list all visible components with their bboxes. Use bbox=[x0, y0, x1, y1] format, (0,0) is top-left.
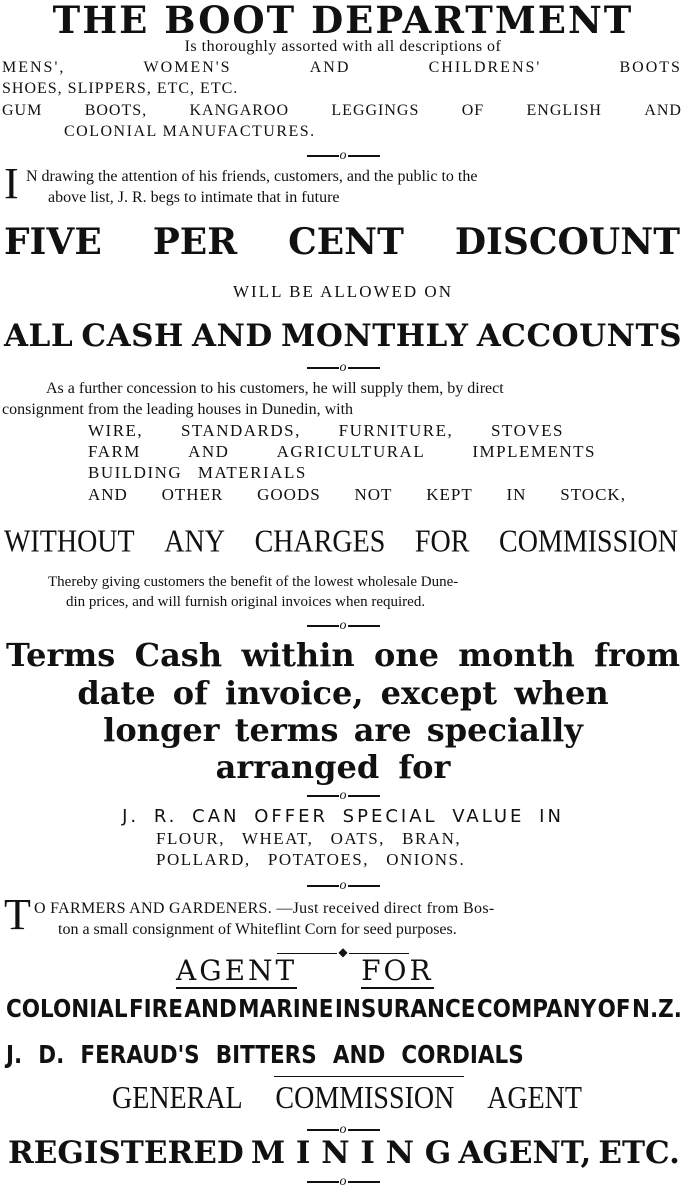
intro-line-3: SHOES, SLIPPERS, ETC, ETC. bbox=[2, 80, 239, 97]
supply-item: AGRICULTURAL bbox=[276, 442, 426, 461]
notice-drop-cap: I bbox=[4, 159, 19, 208]
separator-mark: o bbox=[339, 1174, 347, 1189]
supply-item: NOT bbox=[354, 485, 393, 504]
intro-word: OF bbox=[461, 102, 485, 119]
supply-item: KEPT bbox=[426, 485, 473, 504]
feraud-word: BITTERS bbox=[215, 1040, 317, 1069]
colonial-word: MARINE bbox=[238, 994, 334, 1023]
separator-rule bbox=[0, 619, 686, 633]
supply-item: FARM bbox=[88, 442, 141, 461]
separator-rule bbox=[0, 789, 686, 803]
offer-line-3: POLLARD, POTATOES, ONIONS. bbox=[156, 850, 466, 869]
mining-word: ETC. bbox=[598, 1135, 680, 1171]
registered-mining-agent bbox=[8, 1135, 680, 1171]
intro-word: CHILDRENS' bbox=[428, 59, 542, 76]
concession-line-1: As a further concession to his customers, he will supply them, by direct bbox=[46, 380, 504, 397]
supply-item: FURNITURE, bbox=[338, 421, 454, 440]
separator-mark: o bbox=[339, 618, 347, 633]
colonial-word: COLONIAL bbox=[6, 994, 128, 1023]
terms-word: one bbox=[373, 636, 439, 674]
supply-list-row-1 bbox=[88, 421, 564, 441]
intro-line-4 bbox=[2, 101, 682, 121]
intro-word: GUM bbox=[2, 102, 43, 119]
intro-word: WOMEN'S bbox=[143, 59, 232, 76]
feraud-line bbox=[6, 1040, 596, 1070]
farmers-line-1: O FARMERS AND GARDENERS. —Just received direct from Bos- bbox=[34, 900, 495, 917]
mining-word: M I N I N G bbox=[250, 1135, 452, 1171]
terms-word: month bbox=[458, 636, 575, 674]
intro-word: BOOTS bbox=[619, 59, 682, 76]
farmers-line-2: ton a small consignment of Whiteflint Corn for seed purposes. bbox=[58, 921, 457, 938]
intro-line-1: Is thoroughly assorted with all descriptions of bbox=[184, 38, 502, 55]
separator-rule bbox=[0, 149, 686, 163]
general-word: AGENT bbox=[487, 1081, 582, 1116]
colonial-word: OF bbox=[597, 994, 631, 1023]
intro-line-2 bbox=[2, 58, 682, 78]
supply-item: IN bbox=[506, 485, 527, 504]
feraud-word: CORDIALS bbox=[401, 1040, 524, 1069]
agent-for-word: FOR bbox=[361, 954, 434, 987]
agent-for-word: AGENT bbox=[176, 954, 298, 987]
supply-item: AND bbox=[88, 485, 128, 504]
accounts-word: MONTHLY bbox=[281, 318, 469, 354]
offer-line-2: FLOUR, WHEAT, OATS, BRAN, bbox=[156, 829, 462, 848]
accounts-word: ACCOUNTS bbox=[476, 318, 682, 354]
commission-word: WITHOUT bbox=[4, 524, 135, 560]
supply-item: AND bbox=[188, 442, 230, 461]
five-per-cent-discount bbox=[4, 222, 680, 262]
all-cash-monthly-accounts bbox=[4, 318, 682, 354]
colonial-word: AND bbox=[184, 994, 237, 1023]
intro-word: AND bbox=[309, 59, 351, 76]
intro-word: MENS', bbox=[2, 59, 66, 76]
separator-mark: o bbox=[339, 878, 347, 893]
notice-line-1: N drawing the attention of his friends, customers, and the public to the bbox=[26, 168, 478, 185]
accounts-word: AND bbox=[192, 318, 273, 354]
commission-word: ANY bbox=[164, 524, 225, 560]
intro-line-5: COLONIAL MANUFACTURES. bbox=[64, 123, 316, 140]
discount-word: DISCOUNT bbox=[454, 221, 680, 263]
thereby-line-2: din prices, and will furnish original invoices when required. bbox=[66, 594, 426, 610]
intro-word: ENGLISH bbox=[526, 102, 602, 119]
discount-word: FIVE bbox=[4, 221, 102, 263]
terms-line-2: date of invoice, except when bbox=[77, 674, 609, 712]
ornament-rule: ◆ bbox=[0, 945, 686, 959]
will-be-allowed-on: WILL BE ALLOWED ON bbox=[233, 282, 453, 301]
separator-rule bbox=[0, 879, 686, 893]
terms-word: Cash bbox=[134, 636, 223, 674]
intro-word: KANGAROO bbox=[189, 102, 290, 119]
supply-item: STOVES bbox=[491, 421, 564, 440]
colonial-insurance-line bbox=[6, 994, 682, 1024]
terms-line-4: arranged for bbox=[215, 748, 451, 786]
boot-department-heading: THE BOOT DEPARTMENT bbox=[52, 0, 634, 42]
terms-word: Terms bbox=[6, 636, 116, 674]
mining-word: AGENT, bbox=[458, 1135, 592, 1171]
feraud-word: D. bbox=[38, 1040, 65, 1069]
supply-item: IMPLEMENTS bbox=[472, 442, 596, 461]
divider-rule bbox=[274, 1076, 464, 1077]
without-any-charges bbox=[4, 524, 678, 561]
colonial-word: FIRE bbox=[128, 994, 183, 1023]
supply-item: BUILDING bbox=[88, 463, 183, 482]
supply-item: WIRE, bbox=[88, 421, 144, 440]
feraud-word: J. bbox=[6, 1040, 23, 1069]
intro-word: BOOTS, bbox=[84, 102, 148, 119]
separator-mark: o bbox=[339, 788, 347, 803]
terms-line-1 bbox=[6, 636, 680, 674]
thereby-line-1: Thereby giving customers the benefit of the lowest wholesale Dune- bbox=[48, 574, 459, 590]
separator-mark: o bbox=[339, 1122, 347, 1137]
offer-line-1: J. R. CAN OFFER SPECIAL VALUE IN bbox=[122, 806, 564, 827]
commission-word: FOR bbox=[414, 524, 470, 560]
agent-for-heading bbox=[176, 955, 516, 989]
farmers-drop-cap: T bbox=[4, 890, 31, 939]
colonial-word: INSURANCE bbox=[334, 994, 476, 1023]
accounts-word: ALL bbox=[4, 318, 74, 354]
supply-item: STOCK, bbox=[560, 485, 626, 504]
commission-word: CHARGES bbox=[254, 524, 386, 560]
feraud-word: FERAUD'S bbox=[80, 1040, 200, 1069]
terms-line-3: longer terms are specially bbox=[103, 711, 583, 749]
separator-rule bbox=[0, 361, 686, 375]
supply-item: OTHER bbox=[161, 485, 224, 504]
general-commission-agent bbox=[112, 1081, 582, 1117]
feraud-word: AND bbox=[332, 1040, 386, 1069]
general-word: GENERAL bbox=[112, 1081, 243, 1116]
supply-list-row-3 bbox=[88, 463, 686, 483]
supply-item: GOODS bbox=[257, 485, 321, 504]
terms-word: from bbox=[594, 636, 680, 674]
colonial-word: N.Z. bbox=[632, 994, 682, 1023]
terms-word: within bbox=[241, 636, 355, 674]
intro-word: AND bbox=[644, 102, 682, 119]
separator-mark: o bbox=[339, 148, 347, 163]
supply-item: MATERIALS bbox=[197, 463, 307, 482]
discount-word: PER bbox=[152, 221, 238, 263]
colonial-word: COMPANY bbox=[476, 994, 597, 1023]
discount-word: CENT bbox=[288, 221, 404, 263]
general-word: COMMISSION bbox=[275, 1081, 455, 1116]
concession-line-2: consignment from the leading houses in Dunedin, with bbox=[2, 401, 354, 418]
accounts-word: CASH bbox=[81, 318, 184, 354]
commission-word: COMMISSION bbox=[499, 524, 678, 560]
supply-list-row-2 bbox=[88, 442, 596, 462]
mining-word: REGISTERED bbox=[8, 1135, 244, 1171]
intro-word: LEGGINGS bbox=[331, 102, 420, 119]
notice-line-2: above list, J. R. begs to intimate that in future bbox=[48, 189, 340, 206]
supply-item: STANDARDS, bbox=[180, 421, 301, 440]
separator-mark: o bbox=[339, 360, 347, 375]
supply-list-row-4 bbox=[88, 485, 626, 505]
